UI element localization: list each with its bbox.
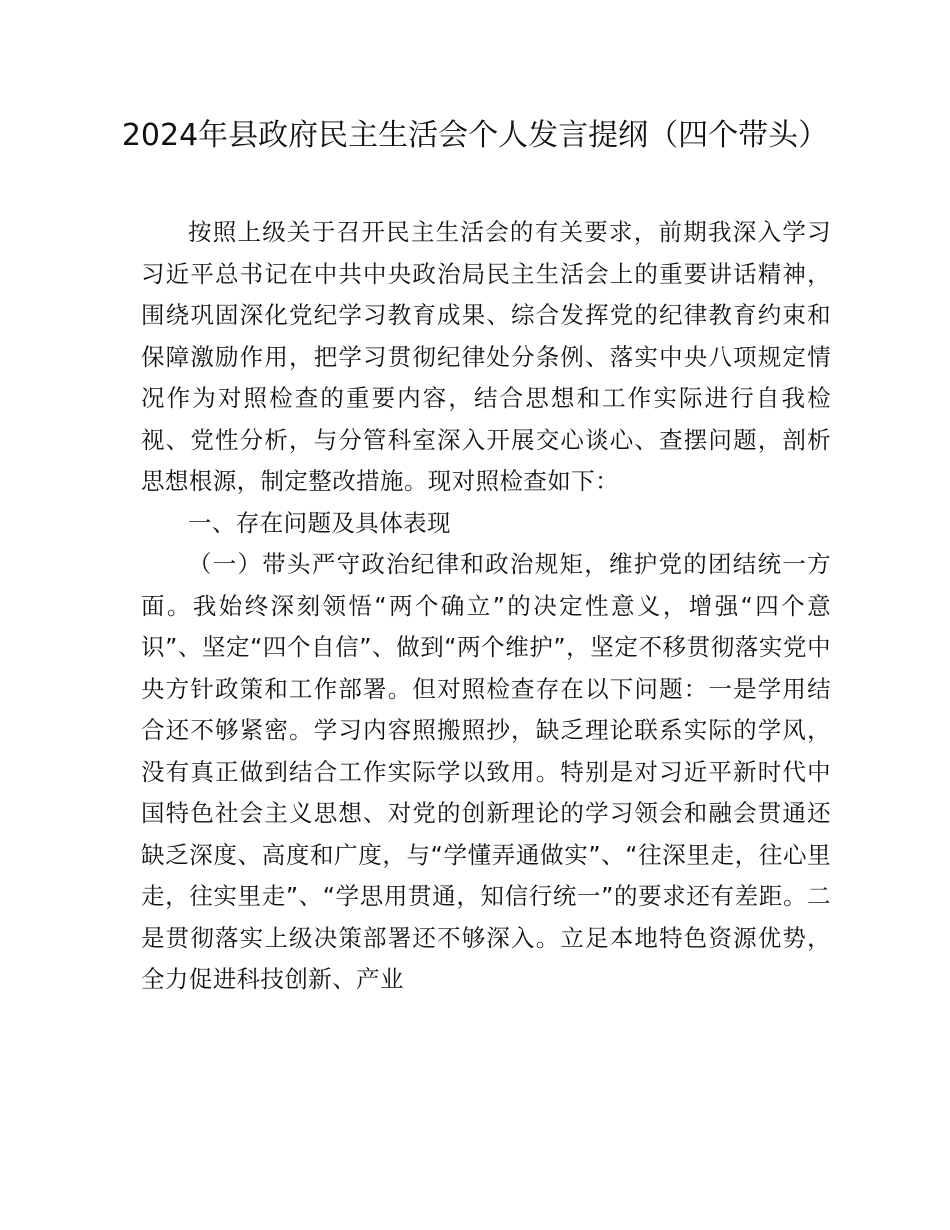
section-heading: 一、存在问题及具体表现 xyxy=(188,508,451,537)
section-paragraph: （一）带头严守政治纪律和政治规矩，维护党的团结统一方面。我始终深刻领悟“两个确立”的决定性意义，增强“四个意识”、坚定“四个自信”、做到“两个维护”，坚定不移贯彻落实党中央方针政策和工作部署。但对照检查存在以下问题：一是学用结合还不够紧密。学习内容照搬照抄，缺乏理论联系实际的学风，没有真正做到结合工作实际学以致用。特别是对习近平新时代中国特色社会主义思想、对党的创新理论的学习领会和融会贯通还缺乏深度、高度和广度，与“学懂弄通做实”、“往深里走，往心里走，往实里走”、“学思用贯通，知信行统一”的要求还有差距。二是贯彻落实上级决策部署还不够深入。立足本地特色资源优势，全力促进科技创新、产业 xyxy=(141,550,831,993)
document-title: 2024年县政府民主生活会个人发言提纲（四个带头） xyxy=(121,118,829,153)
intro-paragraph: 按照上级关于召开民主生活会的有关要求，前期我深入学习习近平总书记在中共中央政治局民主生活会上的重要讲话精神，围绕巩固深化党纪学习教育成果、综合发挥党的纪律教育约束和保障激励作用，把学习贯彻纪律处分条例、落实中央八项规定情况作为对照检查的重要内容，结合思想和工作实际进行自我检视、党性分析，与分管科室深入开展交心谈心、查摆问题，剖析思想根源，制定整改措施。现对照检查如下： xyxy=(141,218,831,495)
document-body xyxy=(141,212,831,1001)
